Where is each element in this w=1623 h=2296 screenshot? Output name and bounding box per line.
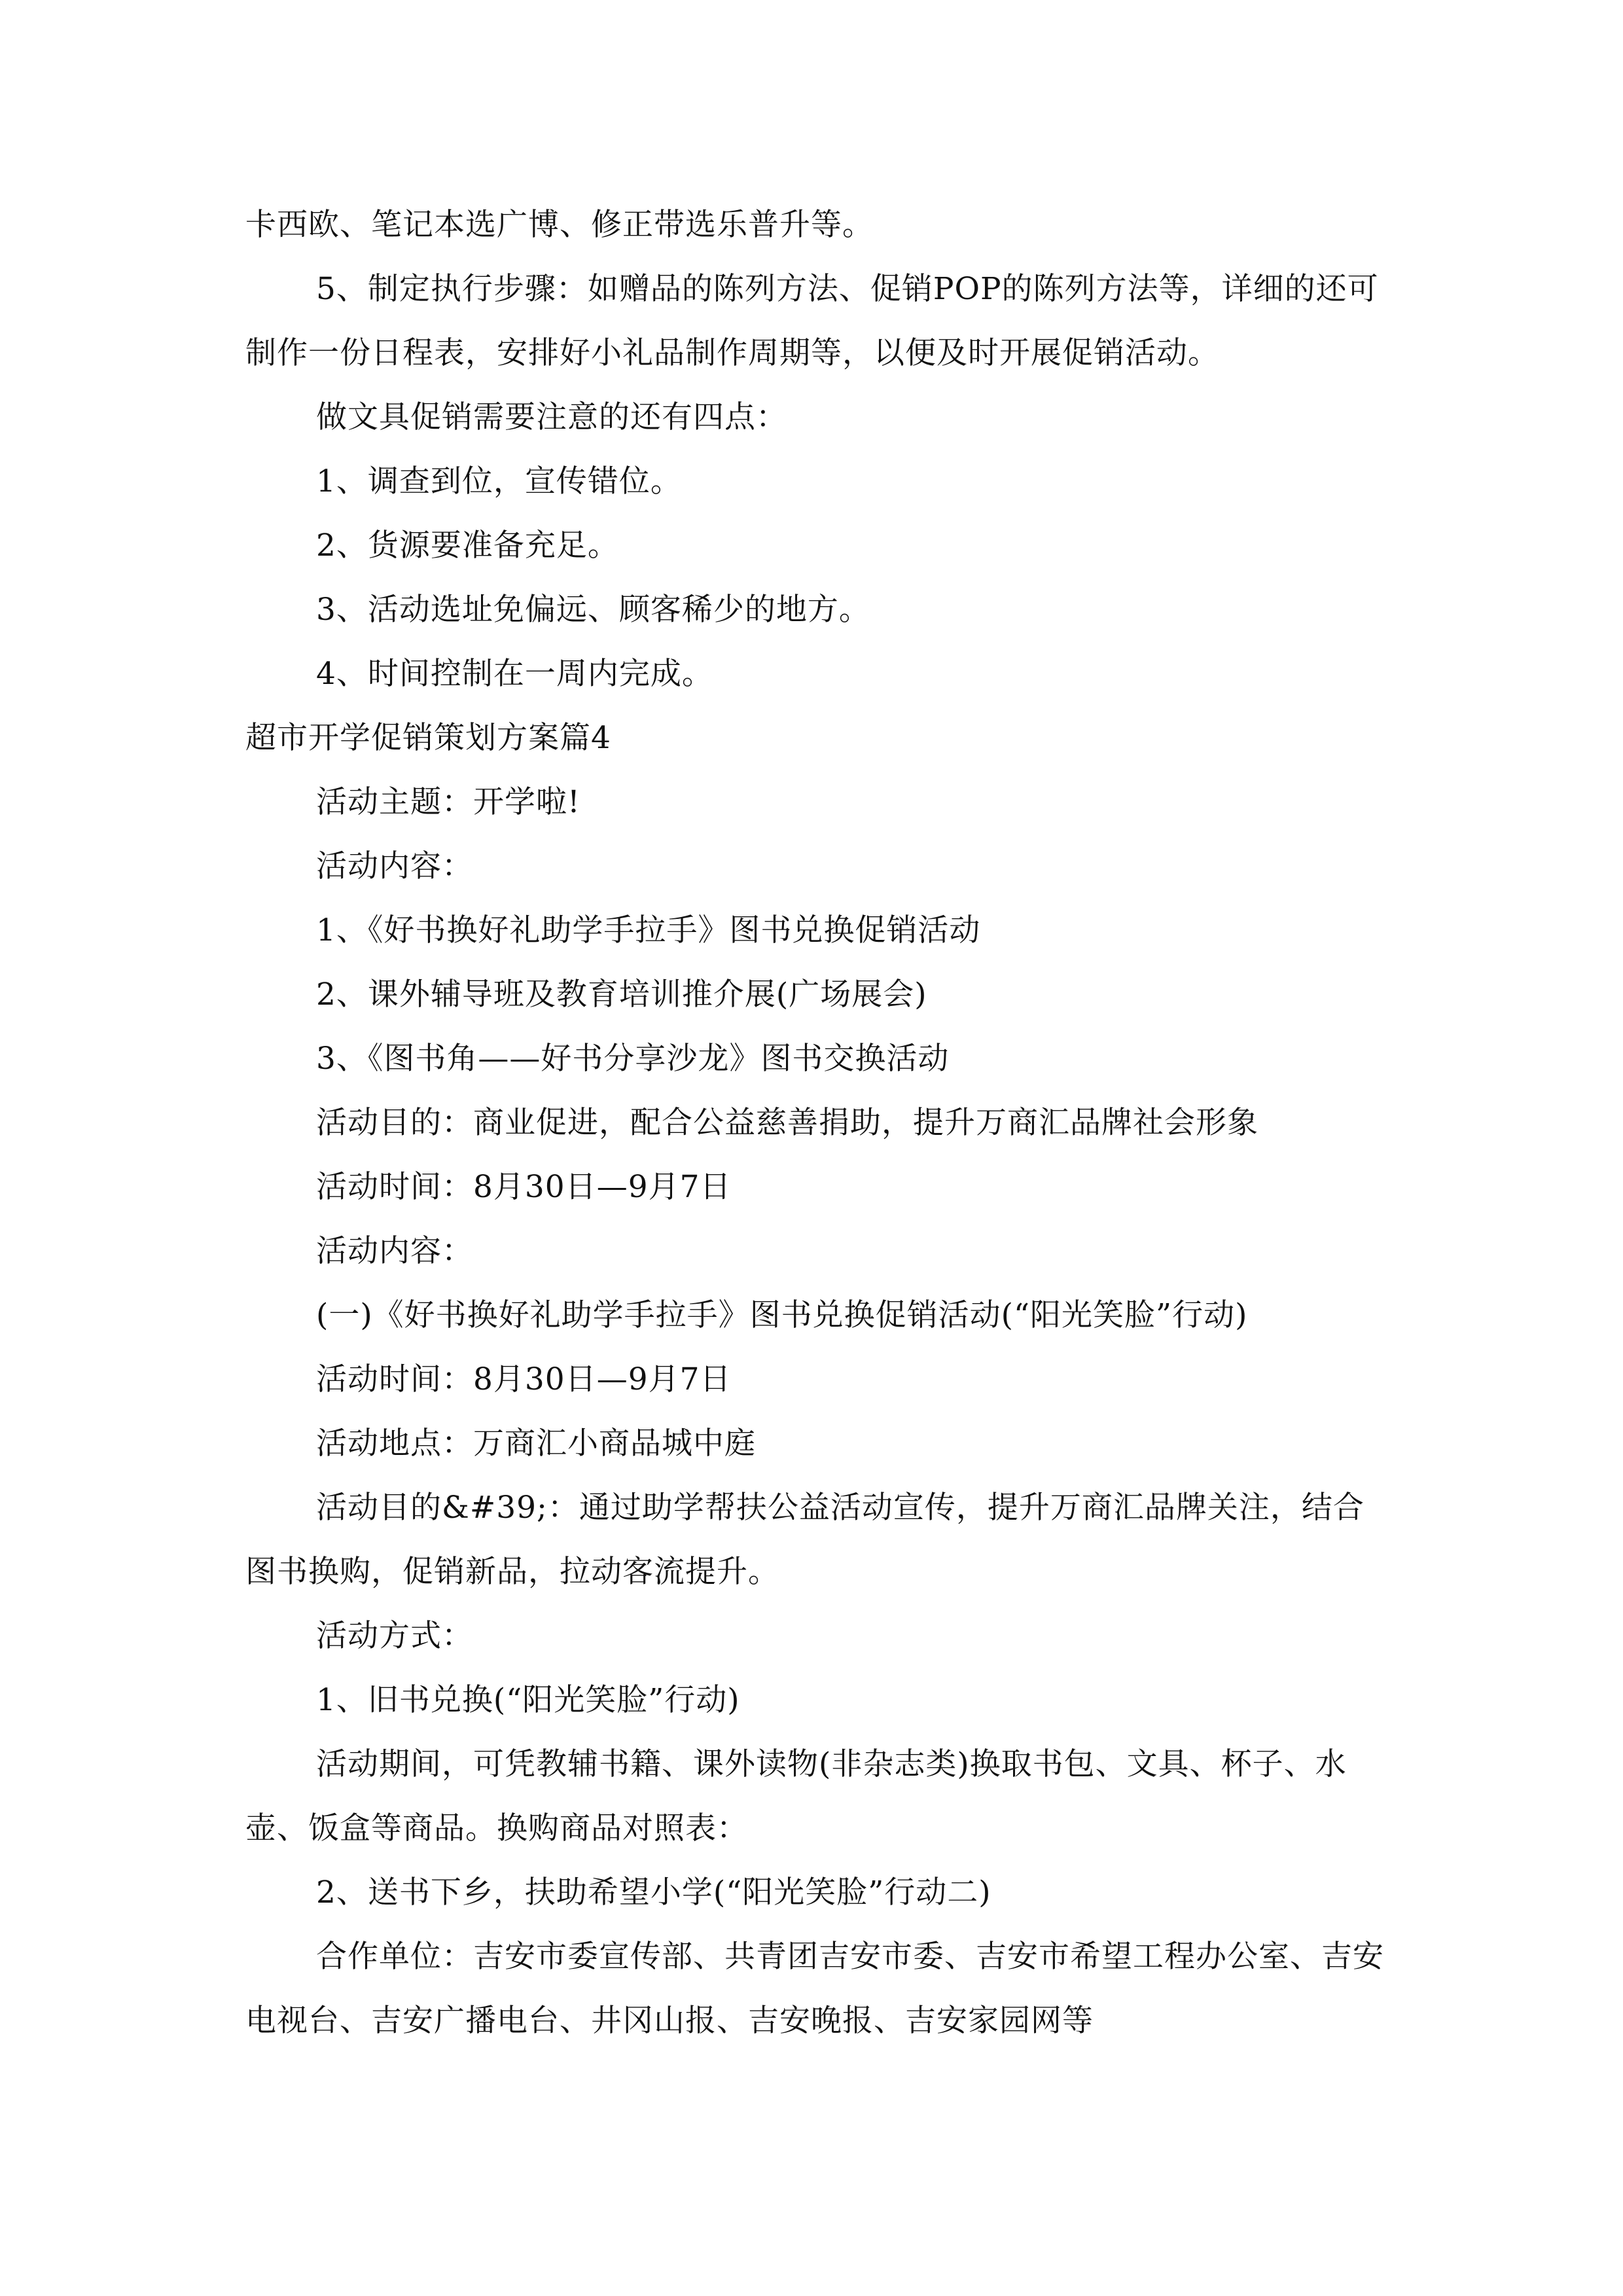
paragraph: 活动期间，可凭教辅书籍、课外读物(非杂志类)换取书包、文具、杯子、水壶、饭盒等商品。换购商品对照表： [245, 1746, 1347, 1846]
section-heading: 超市开学促销策划方案篇4 [245, 720, 611, 756]
paragraph: (一)《好书换好礼助学手拉手》图书兑换促销活动(“阳光笑脸”行动) [316, 1297, 1248, 1333]
list-item: 2、课外辅导班及教育培训推介展(广场展会) [316, 977, 927, 1013]
paragraph: 活动内容： [316, 848, 473, 884]
paragraph: 卡西欧、笔记本选广博、修正带选乐普升等。 [245, 207, 874, 243]
document-body [245, 193, 1387, 2053]
paragraph: 活动时间：8月30日—9月7日 [316, 1361, 732, 1397]
paragraph: 活动地点：万商汇小商品城中庭 [316, 1426, 756, 1462]
paragraph: 活动目的&#39;：通过助学帮扶公益活动宣传，提升万商汇品牌关注，结合图书换购，促销新品，拉动客流提升。 [245, 1490, 1364, 1590]
list-item: 4、时间控制在一周内完成。 [316, 656, 713, 692]
paragraph: 活动内容： [316, 1233, 473, 1269]
paragraph: 5、制定执行步骤：如赠品的陈列方法、促销POP的陈列方法等，详细的还可制作一份日程表，安排好小礼品制作周期等，以便及时开展促销活动。 [245, 271, 1379, 371]
list-item: 1、旧书兑换(“阳光笑脸”行动) [316, 1682, 740, 1718]
paragraph: 活动目的：商业促进，配合公益慈善捐助，提升万商汇品牌社会形象 [316, 1105, 1258, 1141]
list-item: 3、《图书角——好书分享沙龙》图书交换活动 [316, 1041, 950, 1077]
paragraph: 活动方式： [316, 1618, 473, 1654]
list-item: 2、送书下乡，扶助希望小学(“阳光笑脸”行动二) [316, 1874, 991, 1910]
list-item: 2、货源要准备充足。 [316, 528, 619, 564]
list-item: 3、活动选址免偏远、顾客稀少的地方。 [316, 592, 870, 628]
paragraph: 做文具促销需要注意的还有四点： [316, 399, 787, 435]
list-item: 1、《好书换好礼助学手拉手》图书兑换促销活动 [316, 912, 981, 948]
paragraph: 活动时间：8月30日—9月7日 [316, 1169, 732, 1205]
paragraph: 合作单位：吉安市委宣传部、共青团吉安市委、吉安市希望工程办公室、吉安电视台、吉安广播电台、井冈山报、吉安晚报、吉安家园网等 [245, 1939, 1384, 2039]
list-item: 1、调查到位，宣传错位。 [316, 463, 682, 499]
paragraph: 活动主题：开学啦! [316, 784, 580, 820]
